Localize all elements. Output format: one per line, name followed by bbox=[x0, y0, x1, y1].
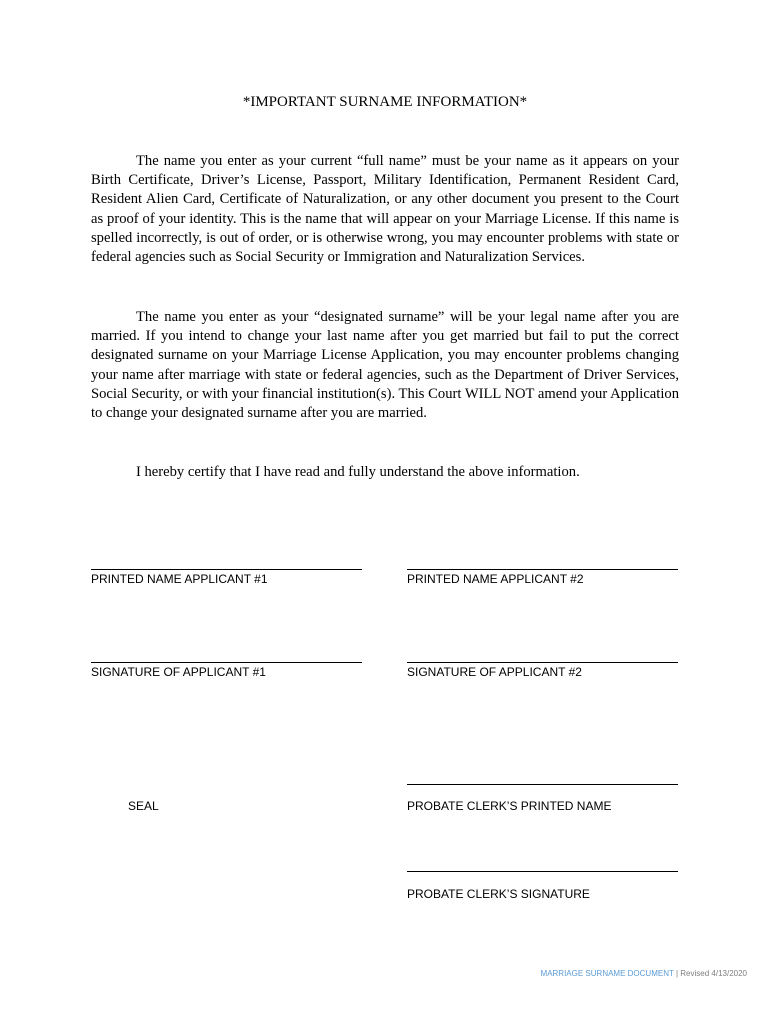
page-footer bbox=[541, 969, 747, 979]
designated-surname-paragraph: The name you enter as your “designated surname” will be your legal name after you are married. If you intend to change your last name after you get married but fail to put the correct designated surname on your Marriage License Application, you may encounter problems changing your name after marriage with state or federal agencies, such as the Department of Driver Services, Social Security, or with your financial institution(s). This Court WILL NOT amend your Application to change your designated surname after you are married. bbox=[91, 309, 679, 422]
printed-name-2-label: PRINTED NAME APPLICANT #2 bbox=[407, 572, 584, 586]
certification-statement: I hereby certify that I have read and fully understand the above information. bbox=[136, 464, 580, 480]
signature-2-label: SIGNATURE OF APPLICANT #2 bbox=[407, 665, 582, 679]
printed-name-1-label: PRINTED NAME APPLICANT #1 bbox=[91, 572, 268, 586]
clerk-signature-line[interactable] bbox=[407, 871, 678, 872]
printed-name-1-line[interactable] bbox=[91, 569, 362, 570]
signature-1-label: SIGNATURE OF APPLICANT #1 bbox=[91, 665, 266, 679]
clerk-printed-name-line[interactable] bbox=[407, 784, 678, 785]
printed-name-2-line[interactable] bbox=[407, 569, 678, 570]
signature-1-line[interactable] bbox=[91, 662, 362, 663]
clerk-signature-label: PROBATE CLERK’S SIGNATURE bbox=[407, 887, 590, 901]
full-name-paragraph: The name you enter as your current “full name” must be your name as it appears on your Birth Certificate, Driver’s License, Passport, Military Identification, Permanent Resident Card, Resident Alien Card, Certificate of Naturalization, or any other document you present to the Court as proof of your identity. This is the name that will appear on your Marriage License. If this name is spelled incorrectly, is out of order, or is otherwise wrong, you may encounter problems with state or federal agencies such as Social Security or Immigration and Naturalization Services. bbox=[91, 153, 679, 266]
document-title: *IMPORTANT SURNAME INFORMATION* bbox=[242, 94, 528, 110]
signature-2-line[interactable] bbox=[407, 662, 678, 663]
footer-separator: | bbox=[675, 969, 679, 978]
footer-revised-date: Revised 4/13/2020 bbox=[680, 969, 747, 978]
footer-document-name: MARRIAGE SURNAME DOCUMENT bbox=[540, 969, 674, 978]
seal-label: SEAL bbox=[128, 799, 159, 813]
clerk-printed-name-label: PROBATE CLERK’S PRINTED NAME bbox=[407, 799, 612, 813]
